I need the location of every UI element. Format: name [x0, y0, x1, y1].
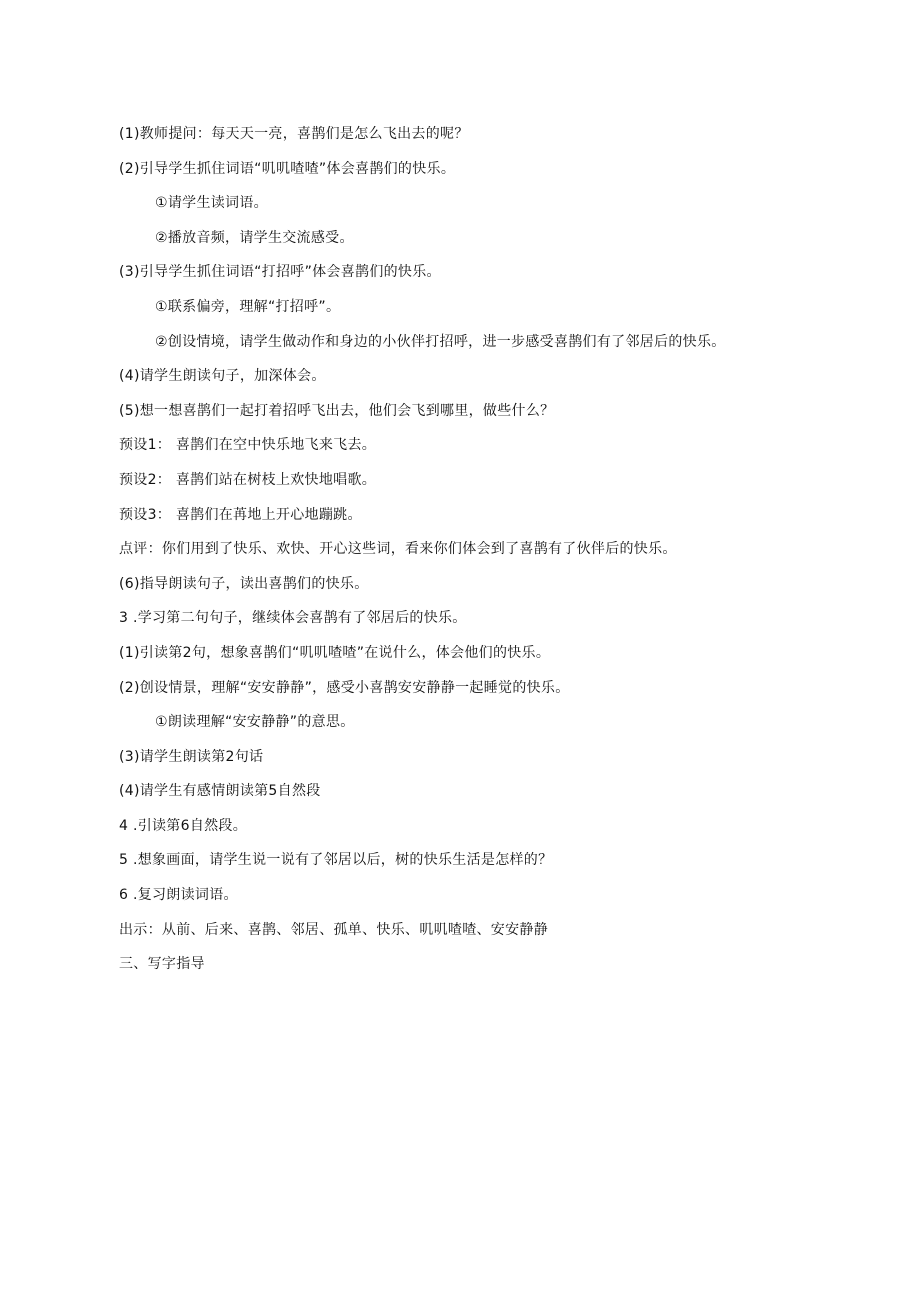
text-line: ①联系偏旁，理解“打招呼”。 — [155, 298, 341, 315]
text-line: (6)指导朗读句子，读出喜鹊们的快乐。 — [119, 575, 369, 592]
text-line: (3)引导学生抓住词语“打招呼”体会喜鹊们的快乐。 — [119, 264, 441, 281]
document-body — [119, 122, 819, 987]
text-line: (5)想一想喜鹊们一起打着招呼飞出去，他们会飞到哪里，做些什么？ — [119, 402, 555, 419]
text-line: (2)引导学生抓住词语“叽叽喳喳”体会喜鹊们的快乐。 — [119, 160, 456, 177]
text-line: (4)请学生朗读句子，加深体会。 — [119, 368, 326, 385]
text-line: 预设3： 喜鹊们在苒地上开心地蹦跳。 — [119, 506, 362, 523]
text-line: ②创设情境，请学生做动作和身边的小伙伴打招呼，进一步感受喜鹊们有了邻居后的快乐。 — [155, 333, 726, 350]
text-line: (1)教师提问：每天天一亮，喜鹊们是怎么飞出去的呢？ — [119, 126, 469, 142]
text-line: 预设1： 喜鹊们在空中快乐地飞来飞去。 — [119, 437, 377, 454]
section-heading: 三、写字指导 — [119, 956, 205, 973]
text-line: 4 .引读第6自然段。 — [119, 817, 248, 834]
text-line: ①请学生读词语。 — [155, 195, 268, 212]
text-line: 3 .学习第二句句子，继续体会喜鹊有了邻居后的快乐。 — [119, 610, 467, 627]
text-line: 预设2： 喜鹊们站在树枝上欢快地唱歌。 — [119, 471, 377, 488]
text-line: ②播放音频，请学生交流感受。 — [155, 229, 354, 246]
text-line: 点评：你们用到了快乐、欢快、开心这些词，看来你们体会到了喜鹊有了伙伴后的快乐。 — [119, 541, 677, 558]
text-line: (4)请学生有感情朗读第5自然段 — [119, 783, 321, 800]
text-line: (2)创设情景，理解“安安静静”，感受小喜鹊安安静静一起睡觉的快乐。 — [119, 679, 570, 696]
text-line: 出示：从前、后来、喜鹊、邻居、孤单、快乐、叽叽喳喳、安安静静 — [119, 921, 548, 938]
text-line: ①朗读理解“安安静静”的意思。 — [155, 714, 355, 731]
text-line: (1)引读第2句，想象喜鹊们“叽叽喳喳”在说什么，体会他们的快乐。 — [119, 644, 551, 661]
text-line: 5 .想象画面，请学生说一说有了邻居以后，树的快乐生活是怎样的？ — [119, 852, 553, 869]
text-line: (3)请学生朗读第2句话 — [119, 748, 264, 765]
text-line: 6 .复习朗读词语。 — [119, 887, 238, 904]
